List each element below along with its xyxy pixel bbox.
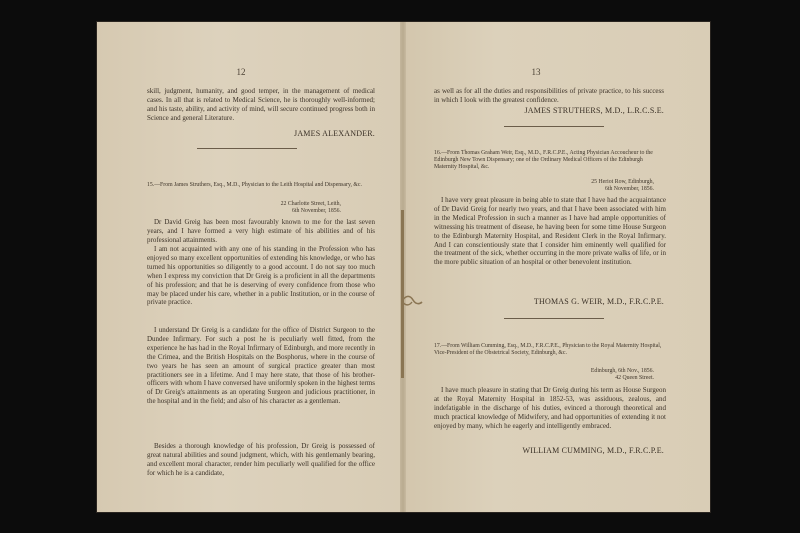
letter-15-paragraph-3: I understand Dr Greig is a candidate for the office of District Surgeon to the Dundee Infirmary. For such a post he is peculiarly well fitted, from the experience he has had in the Royal Infirmary of Edinburgh, and more recently in the Crimea, and the British Hospitals on the Bosphorus, where in the course of two years he has seen an amount of surgical practice greater than most practitioners see in a lifetime. And I may here state, that those of his brother-officers with whom I have conversed have uniformly spoken in the highest terms of Dr Greig's attainments as an operating Surgeon and judicious practitioner, in the hospital and in the field; and also of his character as a gentleman. <box>147 326 375 406</box>
opening-text: as well as for all the duties and responsibilities of private practice, to his success in which I look with the greatest confidence. <box>434 87 664 104</box>
signature-william-cumming: WILLIAM CUMMING, M.D., F.R.C.P.E. <box>522 446 664 455</box>
open-booklet <box>97 22 710 512</box>
divider-rule <box>197 148 297 149</box>
thread-knot-icon <box>393 290 423 312</box>
letter-15-paragraph-1: Dr David Greig has been most favourably known to me for the last seven years, and I have formed a very high estimate of his abilities and of his professional attainments. <box>147 218 375 244</box>
signature-james-alexander: JAMES ALEXANDER. <box>294 129 375 138</box>
divider-rule <box>504 126 604 127</box>
left-page <box>97 22 402 512</box>
signature-thomas-weir: THOMAS G. WEIR, M.D., F.R.C.P.E. <box>533 297 664 306</box>
letter-15-paragraph-2: I am not acquainted with any one of his standing in the Profession who has enjoyed so many excellent opportunities of extending his knowledge, or who has turned his opportunities so diligently to a good account. I do not say too much when I express my conviction that Dr Greig is a proficient in all the departments of his profession; and that he is deserving of every confidence from those who may be placed under his care, whether in a public Institution, or in the course of private practice. <box>147 245 375 307</box>
letter-15-paragraph-4: Besides a thorough knowledge of his profession, Dr Greig is possessed of great natural abilities and sound judgment, which, with his gentlemanly bearing, and excellent moral character, render him peculiarly well qualified for the office for which he is a candidate, <box>147 442 375 477</box>
page-number: 13 <box>531 67 541 77</box>
letter-17-heading: 17.—From William Cumming, Esq., M.D., F.R.C.P.E., Physician to the Royal Maternity Hospital, Vice-President of the Obstetrical Society, Edinburgh, &c. <box>434 343 662 357</box>
letter-16-heading: 16.—From Thomas Graham Weir, Esq., M.D., F.R.C.P.E., Acting Physician Accoucheur to the Edinburgh New Town Dispensary; one of the Ordinary Medical Officers of the Edinburgh Maternity Hospital, &c. <box>434 150 653 171</box>
letter-15-heading: 15.—From James Struthers, Esq., M.D., Physician to the Leith Hospital and Dispensary, &c. <box>147 182 362 188</box>
letter-17-street: 42 Queen Street. <box>615 375 654 381</box>
letter-16-date: 6th November, 1856. <box>604 186 654 192</box>
letter-16-body: I have very great pleasure in being able to state that I have had the acquaintance of Dr David Greig for nearly two years, and that I have been associated with him in the Medical Profession in such a manner as I have had ample opportunities of witnessing his treatment of disease, he having been for some time House Surgeon to the Edinburgh Maternity Hospital, and Resident Clerk in the Royal Infirmary. And I can conscientiously state that I consider him eminently well qualified for the treatment of the sick, whether occurring in the more private walks of life, or in the more public situation of an hospital or other benevolent institution. <box>434 196 666 267</box>
page-number: 12 <box>236 67 246 77</box>
letter-15-address: 22 Charlotte Street, Leith, <box>280 201 341 207</box>
divider-rule <box>504 318 604 319</box>
letter-17-address: Edinburgh, 6th Nov., 1856. <box>590 368 654 374</box>
right-page <box>404 22 710 512</box>
letter-16-address: 25 Heriot Row, Edinburgh, <box>591 179 654 185</box>
signature-james-struthers: JAMES STRUTHERS, M.D., L.R.C.S.E. <box>524 106 664 115</box>
letter-17-body: I have much pleasure in stating that Dr Greig during his term as House Surgeon at the Royal Maternity Hospital in 1852-53, was assiduous, zealous, and indefatigable in the discharge of his duties, evinced a thorough theoretical and much practical knowledge of Midwifery, and had opportunities of extending it not enjoyed by many, which he eagerly and intelligently embraced. <box>434 386 666 430</box>
opening-text: skill, judgment, humanity, and good temper, in the management of medical cases. In all that is related to Medical Science, he is thoroughly well-informed; and his taste, ability, and activity of mind, will secure continued progress both in Science and general Literature. <box>147 87 375 122</box>
letter-15-date: 6th November, 1856. <box>291 208 341 214</box>
